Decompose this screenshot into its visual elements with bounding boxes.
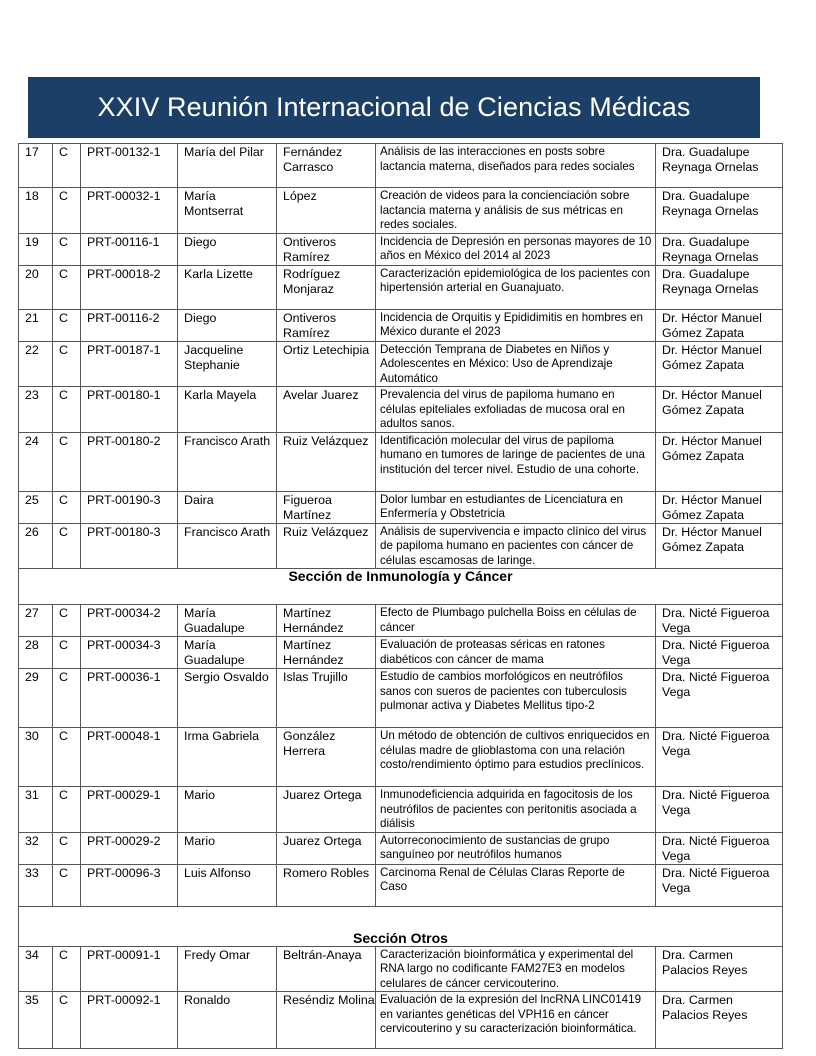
table-row [19,523,783,569]
cell-code: PRT-00092-1 [81,992,178,1049]
cell-num: 29 [19,669,53,728]
cell-code: PRT-00034-2 [81,605,178,637]
cell-num: 17 [19,144,53,188]
table-row [19,864,783,906]
cell-cat: C [53,864,81,906]
cell-num: 30 [19,728,53,787]
cell-last-name: Rodríguez Monjaraz [277,265,376,309]
cell-code: PRT-00187-1 [81,341,178,387]
cell-cat: C [53,265,81,309]
cell-code: PRT-00091-1 [81,946,178,992]
table-row [19,637,783,669]
section-heading: Sección de Inmunología y Cáncer [19,569,783,605]
document-title-text: XXIV Reunión Internacional de Ciencias Médicas [97,92,691,122]
cell-last-name: Ruiz Velázquez [277,523,376,569]
cell-code: PRT-00032-1 [81,188,178,234]
section-otros [19,906,783,946]
cell-cat: C [53,309,81,341]
cell-first-name: Mario [178,787,277,833]
cell-advisor: Dr. Héctor Manuel Gómez Zapata [656,523,783,569]
cell-advisor: Dra. Carmen Palacios Reyes [656,946,783,992]
cell-code: PRT-00048-1 [81,728,178,787]
cell-first-name: Daira [178,491,277,523]
cell-num: 25 [19,491,53,523]
cell-topic: Caracterización bioinformática y experimental del RNA largo no codificante FAM27E3 en modelos celulares de cáncer cervicouterino. [376,946,656,992]
cell-cat: C [53,787,81,833]
cell-cat: C [53,491,81,523]
cell-code: PRT-00029-2 [81,832,178,864]
cell-topic: Incidencia de Depresión en personas mayores de 10 años en México del 2014 al 2023 [376,233,656,265]
table-row [19,605,783,637]
cell-cat: C [53,233,81,265]
cell-cat: C [53,669,81,728]
cell-first-name: Jacqueline Stephanie [178,341,277,387]
cell-last-name: Romero Robles [277,864,376,906]
cell-cat: C [53,144,81,188]
cell-advisor: Dra. Nicté Figueroa Vega [656,864,783,906]
cell-cat: C [53,832,81,864]
cell-first-name: María Montserrat [178,188,277,234]
cell-cat: C [53,605,81,637]
cell-advisor: Dra. Guadalupe Reynaga Ornelas [656,144,783,188]
table-row [19,728,783,787]
cell-cat: C [53,728,81,787]
cell-advisor: Dra. Nicté Figueroa Vega [656,605,783,637]
cell-topic: Evaluación de proteasas séricas en ratones diabéticos con cáncer de mama [376,637,656,669]
cell-last-name: Ontiveros Ramírez [277,309,376,341]
cell-num: 21 [19,309,53,341]
cell-advisor: Dra. Guadalupe Reynaga Ornelas [656,188,783,234]
cell-first-name: Karla Lizette [178,265,277,309]
section-row [19,569,783,605]
cell-code: PRT-00116-2 [81,309,178,341]
cell-advisor: Dr. Héctor Manuel Gómez Zapata [656,387,783,433]
participants-table [18,143,783,1049]
cell-topic: Dolor lumbar en estudiantes de Licenciatura en Enfermería y Obstetricia [376,491,656,523]
cell-topic: Incidencia de Orquitis y Epididimitis en hombres en México durante el 2023 [376,309,656,341]
cell-num: 28 [19,637,53,669]
cell-topic: Un método de obtención de cultivos enriquecidos en células madre de glioblastoma con una relación costo/rendimiento óptimo para estudios preclínicos. [376,728,656,787]
cell-num: 19 [19,233,53,265]
cell-topic: Inmunodeficiencia adquirida en fagocitosis de los neutrófilos de pacientes con peritonitis asociada a diálisis [376,787,656,833]
cell-advisor: Dra. Nicté Figueroa Vega [656,637,783,669]
cell-cat: C [53,992,81,1049]
cell-topic: Autorreconocimiento de sustancias de grupo sanguíneo por neutrófilos humanos [376,832,656,864]
section-row [19,906,783,946]
cell-advisor: Dra. Nicté Figueroa Vega [656,832,783,864]
cell-topic: Análisis de supervivencia e impacto clínico del virus de papiloma humano en pacientes con cáncer de células escamosas de laringe. [376,523,656,569]
cell-num: 20 [19,265,53,309]
cell-code: PRT-00034-3 [81,637,178,669]
cell-topic: Detección Temprana de Diabetes en Niños y Adolescentes en México: Uso de Aprendizaje Automático [376,341,656,387]
cell-num: 35 [19,992,53,1049]
cell-topic: Prevalencia del virus de papiloma humano en células epiteliales exfoliadas de mucosa oral en adultos sanos. [376,387,656,433]
cell-last-name: Figueroa Martínez [277,491,376,523]
cell-advisor: Dra. Nicté Figueroa Vega [656,728,783,787]
cell-first-name: Karla Mayela [178,387,277,433]
cell-topic: Evaluación de la expresión del lncRNA LINC01419 en variantes genéticas del VPH16 en cáncer cervicouterino y su caracterización bioinformática. [376,992,656,1049]
cell-code: PRT-00029-1 [81,787,178,833]
cell-num: 24 [19,432,53,491]
table-row [19,669,783,728]
cell-last-name: Reséndiz Molina [277,992,376,1049]
table-row [19,946,783,992]
cell-code: PRT-00180-2 [81,432,178,491]
cell-advisor: Dr. Héctor Manuel Gómez Zapata [656,341,783,387]
cell-first-name: Francisco Arath [178,432,277,491]
cell-cat: C [53,432,81,491]
cell-first-name: Francisco Arath [178,523,277,569]
cell-num: 33 [19,864,53,906]
table-row [19,832,783,864]
cell-num: 26 [19,523,53,569]
table-body-a [19,144,783,569]
cell-last-name: Ontiveros Ramírez [277,233,376,265]
table-row [19,341,783,387]
cell-last-name: Fernández Carrasco [277,144,376,188]
cell-topic: Análisis de las interacciones en posts sobre lactancia materna, diseñados para redes sociales [376,144,656,188]
cell-first-name: Diego [178,309,277,341]
cell-code: PRT-00132-1 [81,144,178,188]
cell-advisor: Dra. Carmen Palacios Reyes [656,992,783,1049]
cell-first-name: Ronaldo [178,992,277,1049]
table-row [19,144,783,188]
table-row [19,432,783,491]
cell-cat: C [53,188,81,234]
cell-topic: Identificación molecular del virus de papiloma humano en tumores de laringe de pacientes de una institución del tercer nivel. Estudio de una cohorte. [376,432,656,491]
cell-code: PRT-00036-1 [81,669,178,728]
cell-topic: Caracterización epidemiológica de los pacientes con hipertensión arterial en Guanajuato. [376,265,656,309]
table-row [19,233,783,265]
cell-code: PRT-00180-3 [81,523,178,569]
table-row [19,992,783,1049]
cell-num: 32 [19,832,53,864]
cell-topic: Estudio de cambios morfológicos en neutrófilos sanos con sueros de pacientes con tuberculosis pulmonar activa y Diabetes Mellitus tipo-2 [376,669,656,728]
cell-advisor: Dr. Héctor Manuel Gómez Zapata [656,309,783,341]
cell-first-name: María Guadalupe [178,637,277,669]
cell-topic: Creación de videos para la concienciación sobre lactancia materna y análisis de sus métricas en redes sociales. [376,188,656,234]
cell-first-name: María Guadalupe [178,605,277,637]
cell-num: 34 [19,946,53,992]
cell-code: PRT-00190-3 [81,491,178,523]
cell-first-name: Irma Gabriela [178,728,277,787]
cell-last-name: Juarez Ortega [277,787,376,833]
cell-cat: C [53,946,81,992]
cell-topic: Efecto de Plumbago pulchella Boiss en células de cáncer [376,605,656,637]
cell-advisor: Dra. Nicté Figueroa Vega [656,669,783,728]
cell-cat: C [53,523,81,569]
section-inmunologia [19,569,783,605]
cell-cat: C [53,387,81,433]
cell-first-name: María del Pilar [178,144,277,188]
table-row [19,188,783,234]
cell-advisor: Dr. Héctor Manuel Gómez Zapata [656,491,783,523]
cell-first-name: Luis Alfonso [178,864,277,906]
cell-last-name: Islas Trujillo [277,669,376,728]
cell-last-name: Ruiz Velázquez [277,432,376,491]
table-row [19,787,783,833]
cell-last-name: Beltrán-Anaya [277,946,376,992]
cell-code: PRT-00096-3 [81,864,178,906]
cell-num: 23 [19,387,53,433]
cell-last-name: González Herrera [277,728,376,787]
cell-first-name: Sergio Osvaldo [178,669,277,728]
cell-last-name: Martínez Hernández [277,605,376,637]
cell-code: PRT-00116-1 [81,233,178,265]
cell-code: PRT-00018-2 [81,265,178,309]
table-row [19,309,783,341]
cell-num: 22 [19,341,53,387]
cell-num: 18 [19,188,53,234]
cell-advisor: Dra. Guadalupe Reynaga Ornelas [656,233,783,265]
cell-last-name: Ortiz Letechipia [277,341,376,387]
cell-advisor: Dra. Guadalupe Reynaga Ornelas [656,265,783,309]
cell-last-name: Martínez Hernández [277,637,376,669]
document-title [28,77,760,138]
cell-last-name: López [277,188,376,234]
cell-topic: Carcinoma Renal de Células Claras Reporte de Caso [376,864,656,906]
cell-last-name: Avelar Juarez [277,387,376,433]
table-row [19,387,783,433]
cell-first-name: Fredy Omar [178,946,277,992]
cell-first-name: Diego [178,233,277,265]
table-row [19,491,783,523]
table-body-b [19,605,783,907]
table-row [19,265,783,309]
table-body-c [19,946,783,1049]
cell-code: PRT-00180-1 [81,387,178,433]
cell-first-name: Mario [178,832,277,864]
cell-last-name: Juarez Ortega [277,832,376,864]
cell-cat: C [53,341,81,387]
cell-num: 27 [19,605,53,637]
cell-advisor: Dra. Nicté Figueroa Vega [656,787,783,833]
cell-num: 31 [19,787,53,833]
cell-advisor: Dr. Héctor Manuel Gómez Zapata [656,432,783,491]
section-heading: Sección Otros [19,906,783,946]
cell-cat: C [53,637,81,669]
